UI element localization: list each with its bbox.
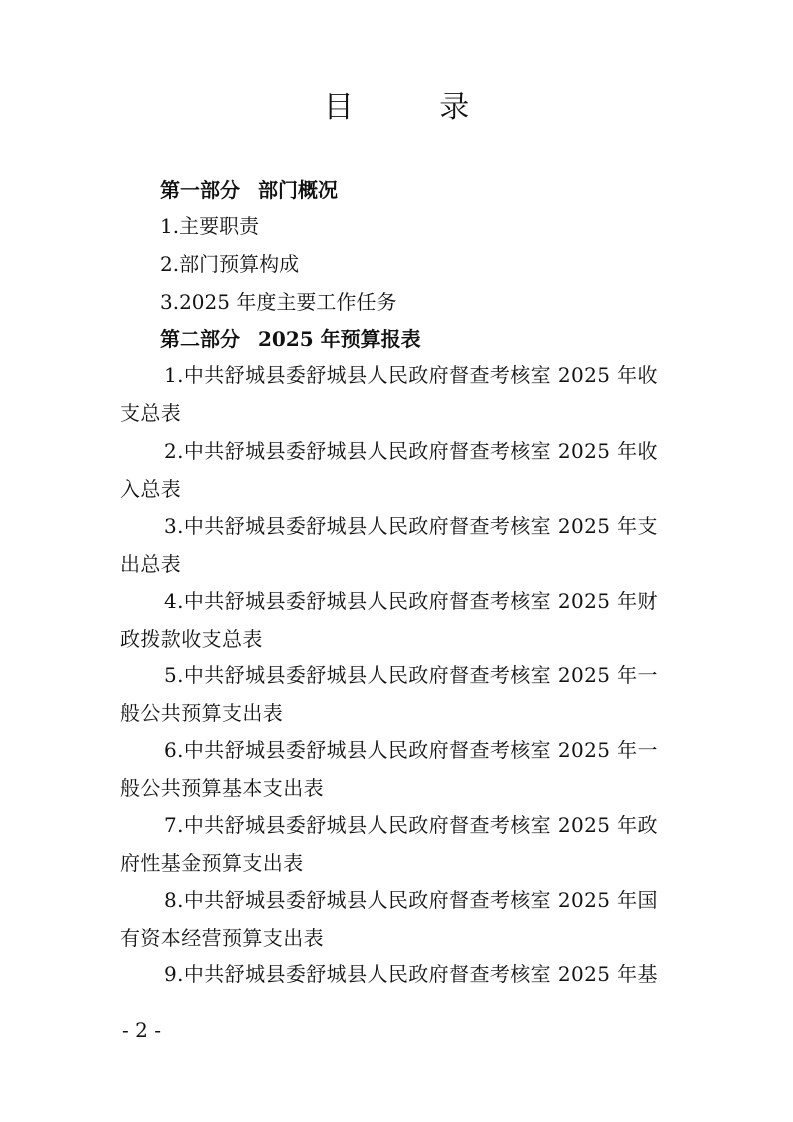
part1-item-1: 1.主要职责 — [160, 214, 260, 238]
part2-entry-5: 5.中共舒城县委舒城县人民政府督查考核室 2025 年一般公共预算支出表 — [120, 663, 658, 725]
part2-label: 第二部分 — [160, 327, 240, 351]
part2-entry-8: 8.中共舒城县委舒城县人民政府督查考核室 2025 年国有资本经营预算支出表 — [120, 888, 658, 950]
part2-name: 2025 年预算报表 — [258, 327, 421, 351]
part1-name: 部门概况 — [258, 178, 338, 202]
part2-entry-7: 7.中共舒城县委舒城县人民政府督查考核室 2025 年政府性基金预算支出表 — [120, 813, 658, 875]
part1-heading — [160, 176, 338, 204]
part2-entry-9: 9.中共舒城县委舒城县人民政府督查考核室 2025 年基 — [164, 962, 658, 986]
part2-entry-6: 6.中共舒城县委舒城县人民政府督查考核室 2025 年一般公共预算基本支出表 — [120, 738, 658, 800]
page-number: - 2 - — [122, 1018, 161, 1042]
part2-entry-1: 1.中共舒城县委舒城县人民政府督查考核室 2025 年收支总表 — [120, 363, 658, 425]
part1-item-2: 2.部门预算构成 — [160, 252, 300, 276]
part2-heading — [160, 325, 421, 353]
page-title: 目 录 — [323, 90, 508, 125]
part2-entry-4: 4.中共舒城县委舒城县人民政府督查考核室 2025 年财政拨款收支总表 — [120, 589, 658, 651]
part1-item-3: 3.2025 年度主要工作任务 — [160, 290, 397, 314]
part2-entry-3: 3.中共舒城县委舒城县人民政府督查考核室 2025 年支出总表 — [120, 514, 658, 576]
part2-entry-2: 2.中共舒城县委舒城县人民政府督查考核室 2025 年收入总表 — [120, 439, 658, 501]
part1-label: 第一部分 — [160, 178, 240, 202]
